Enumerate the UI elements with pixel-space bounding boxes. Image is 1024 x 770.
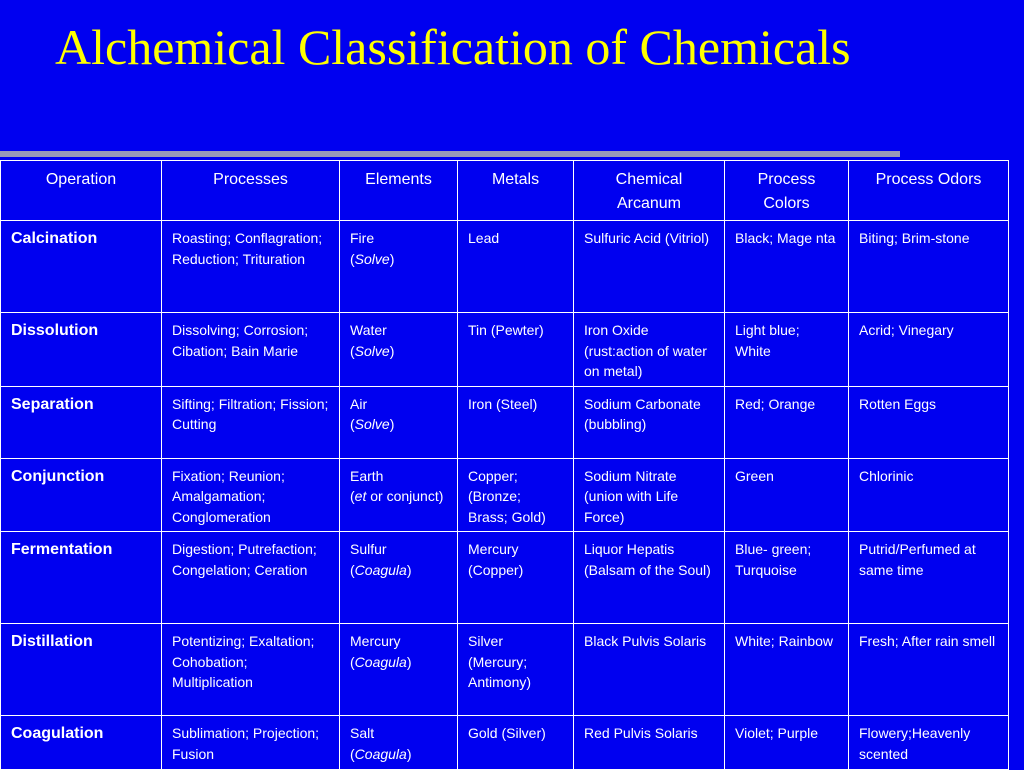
processes-cell: Digestion; Putrefaction; Congelation; Ceration [162,532,340,624]
processes-cell: Potentizing; Exaltation; Cohobation; Multiplication [162,624,340,716]
operation-cell: Dissolution [1,313,162,387]
processes-cell: Dissolving; Corrosion; Cibation; Bain Marie [162,313,340,387]
element-name: Earth [350,467,384,484]
arcanum-cell: Iron Oxide (rust:action of water on metal) [574,313,725,387]
header-elements: Elements [340,161,458,221]
element-cell: Salt (Coagula) [340,716,458,770]
element-cell: Air (Solve) [340,386,458,458]
classification-table [0,160,1009,770]
odors-cell: Flowery;Heavenly scented [849,716,1009,770]
colors-cell: Blue- green; Turquoise [725,532,849,624]
element-note-suffix: or conjunct) [366,488,444,504]
header-operation: Operation [1,161,162,221]
element-name: Sulfur [350,541,387,557]
arcanum-cell: Black Pulvis Solaris [574,624,725,716]
element-note: Solve [354,416,390,432]
table-row [1,221,1009,313]
element-cell: Sulfur (Coagula) [340,532,458,624]
header-metals: Metals [458,161,574,221]
table-row [1,458,1009,532]
odors-cell: Fresh; After rain smell [849,624,1009,716]
operation-cell: Fermentation [1,532,162,624]
colors-cell: Green [725,458,849,532]
header-processes: Processes [162,161,340,221]
arcanum-cell: Red Pulvis Solaris [574,716,725,770]
element-note: Coagula [354,745,407,762]
element-name: Salt [350,725,375,741]
colors-cell: Light blue; White [725,313,849,387]
table-row [1,532,1009,624]
table-row [1,716,1009,770]
operation-cell: Separation [1,386,162,458]
operation-cell: Distillation [1,624,162,716]
element-note: Solve [354,342,390,359]
metals-cell: Lead [458,221,574,313]
element-name: Fire [350,230,375,246]
operation-cell: Conjunction [1,458,162,532]
colors-cell: White; Rainbow [725,624,849,716]
colors-cell: Red; Orange [725,386,849,458]
element-note: Solve [354,250,390,267]
table-row [1,313,1009,387]
title-divider [0,151,900,157]
metals-cell: Copper; (Bronze; Brass; Gold) [458,458,574,532]
metals-cell: Iron (Steel) [458,386,574,458]
element-name: Air [350,395,368,412]
operation-cell: Coagulation [1,716,162,770]
metals-cell: Mercury (Copper) [458,532,574,624]
element-cell: Fire (Solve) [340,221,458,313]
slide-title: Alchemical Classification of Chemicals [55,19,851,75]
operation-cell: Calcination [1,221,162,313]
odors-cell: Chlorinic [849,458,1009,532]
element-note: et [354,488,367,504]
element-name: Water [350,322,387,338]
arcanum-cell: Sulfuric Acid (Vitriol) [574,221,725,313]
table-row [1,386,1009,458]
metals-cell: Tin (Pewter) [458,313,574,387]
metals-cell: Gold (Silver) [458,716,574,770]
odors-cell: Acrid; Vinegary [849,313,1009,387]
odors-cell: Putrid/Perfumed at same time [849,532,1009,624]
element-cell: Water (Solve) [340,313,458,387]
processes-cell: Fixation; Reunion; Amalgamation; Conglomeration [162,458,340,532]
odors-cell: Biting; Brim-stone [849,221,1009,313]
odors-cell: Rotten Eggs [849,386,1009,458]
element-note: Coagula [354,561,407,578]
table-header-row [1,161,1009,221]
metals-cell: Silver (Mercury; Antimony) [458,624,574,716]
element-cell: Mercury (Coagula) [340,624,458,716]
header-process-odors: Process Odors [849,161,1009,221]
element-name: Mercury [350,633,401,649]
arcanum-cell: Sodium Nitrate (union with Life Force) [574,458,725,532]
colors-cell: Violet; Purple [725,716,849,770]
arcanum-cell: Sodium Carbonate (bubbling) [574,386,725,458]
header-process-colors: Process Colors [725,161,849,221]
processes-cell: Roasting; Conflagration; Reduction; Trituration [162,221,340,313]
processes-cell: Sifting; Filtration; Fission; Cutting [162,386,340,458]
table-row [1,624,1009,716]
element-note: Coagula [354,653,407,670]
header-chemical-arcanum: Chemical Arcanum [574,161,725,221]
element-cell: Earth (et or conjunct) [340,458,458,532]
arcanum-cell: Liquor Hepatis (Balsam of the Soul) [574,532,725,624]
processes-cell: Sublimation; Projection; Fusion [162,716,340,770]
colors-cell: Black; Mage nta [725,221,849,313]
